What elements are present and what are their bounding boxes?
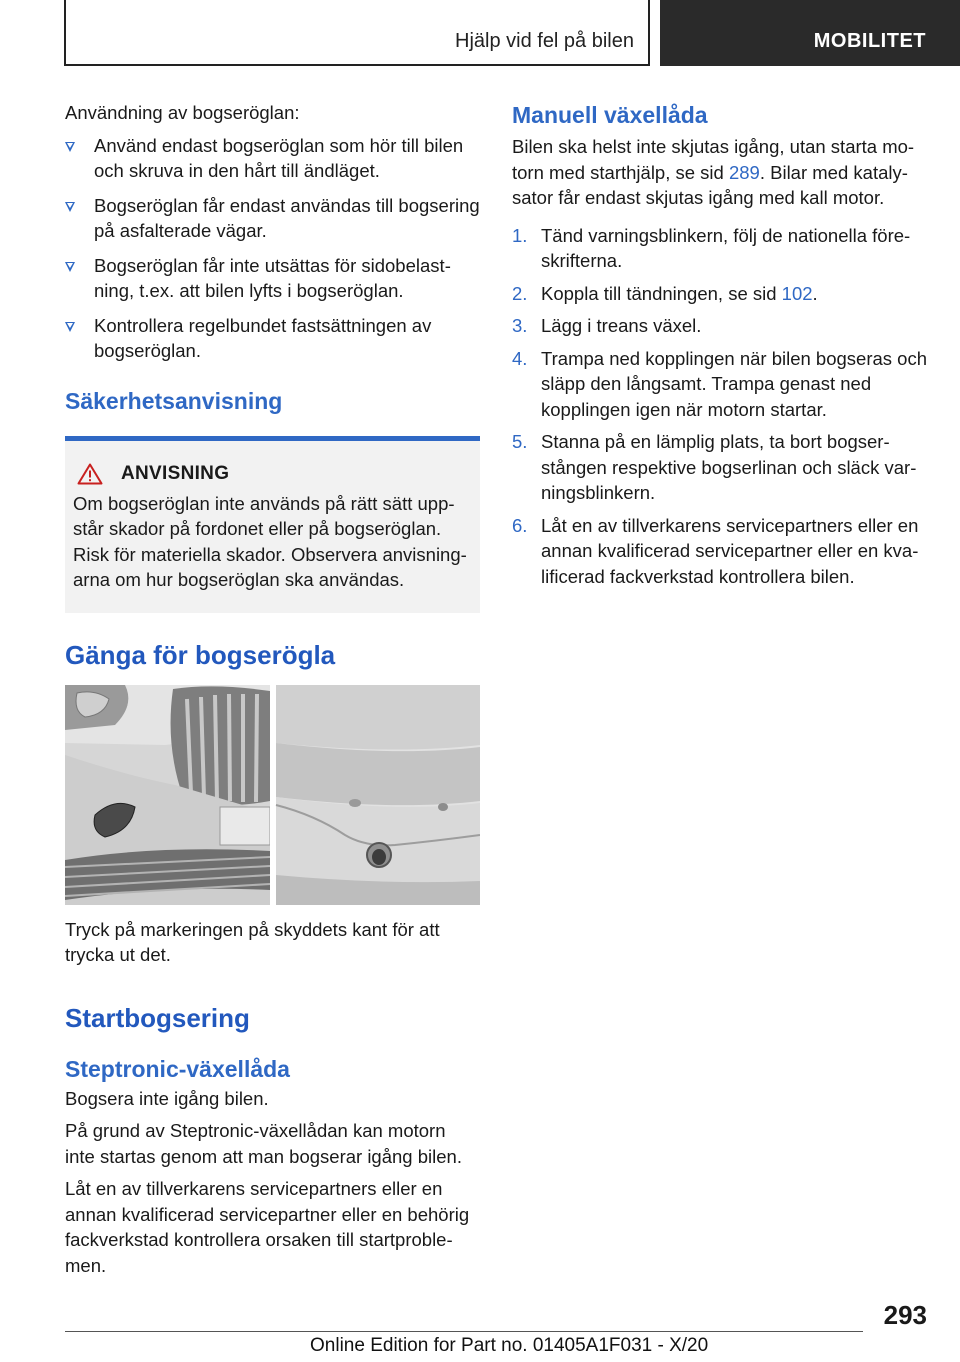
triangle-bullet-icon bbox=[65, 142, 75, 152]
steptronic-heading: Steptronic-växellåda bbox=[65, 1055, 290, 1082]
start-heading: Startbogsering bbox=[65, 1002, 250, 1033]
section-title: MOBILITET bbox=[813, 30, 926, 52]
chapter-tab bbox=[64, 0, 650, 66]
list-item: 5. Stanna på en lämplig plats, ta bort bogserstången respektive bogserlinan och släck varningsblinkern. bbox=[512, 431, 917, 503]
page-ref-link[interactable]: 102 bbox=[781, 282, 813, 304]
chapter-title: Hjälp vid fel på bilen bbox=[455, 30, 634, 52]
figure-caption: Tryck på markeringen på skyddets kant för att trycka ut det. bbox=[65, 918, 440, 965]
right-column bbox=[512, 100, 928, 596]
car-bumper-illustration bbox=[65, 685, 480, 905]
list-item: 1. Tänd varningsblinkern, följ de nationella föreskrifterna. bbox=[512, 224, 911, 271]
step-number: 2. bbox=[512, 282, 528, 304]
step-number: 4. bbox=[512, 347, 528, 369]
list-item: Kontrollera regelbundet fastsättningen av bogseröglan. bbox=[65, 313, 480, 364]
footer-divider bbox=[65, 1331, 863, 1332]
section-tab bbox=[660, 0, 960, 66]
warning-triangle-icon bbox=[77, 463, 103, 485]
warning-header bbox=[73, 463, 472, 485]
warning-title: ANVISNING bbox=[121, 462, 230, 484]
list-item: Använd endast bogseröglan som hör till bilen och skruva in den hårt till ändläget. bbox=[65, 133, 480, 184]
thread-heading: Gänga för bogserögla bbox=[65, 639, 336, 670]
warning-box bbox=[65, 436, 480, 613]
left-column bbox=[65, 100, 480, 1285]
list-item: 4. Trampa ned kopplingen när bilen bogseras och släpp den långsamt. Trampa genast ned kopplingen igen när motorn startar. bbox=[512, 347, 928, 420]
steptronic-paragraph: Bogsera inte igång bilen. bbox=[65, 1087, 269, 1109]
list-item: Bogseröglan får endast användas till bogsering på asfalterade vägar. bbox=[65, 193, 480, 244]
steps-list bbox=[512, 223, 928, 590]
usage-intro: Användning av bogseröglan: bbox=[65, 102, 300, 123]
edition-text: Online Edition for Part no. 01405A1F031 - X/20 bbox=[310, 1335, 709, 1356]
manual-intro: Bilen ska helst inte skjutas igång, utan starta motorn med starthjälp, se sid 289. Bilar med katalysator får endast skjutas igång med kall motor. bbox=[512, 136, 915, 208]
steptronic-paragraph: Låt en av tillverkarens servicepartners eller en annan kvalificerad servicepartner eller en behörig fackverkstad kontrollera orsaken till startproblemen. bbox=[65, 1178, 470, 1276]
page-number: 293 bbox=[883, 1300, 927, 1330]
list-item: 3. Lägg i treans växel. bbox=[512, 313, 928, 339]
list-item: 2. Koppla till tändningen, se sid 102. bbox=[512, 281, 928, 307]
warning-text: Om bogseröglan inte används på rätt sätt uppstår skador på fordonet eller på bogseröglan. Risk för materiella skador. Observera anvisningarna om hur bogseröglan ska användas. bbox=[73, 492, 467, 590]
triangle-bullet-icon bbox=[65, 262, 75, 272]
triangle-bullet-icon bbox=[65, 202, 75, 212]
step-number: 3. bbox=[512, 315, 528, 336]
safety-heading: Säkerhetsanvisning bbox=[65, 387, 283, 414]
triangle-bullet-icon bbox=[65, 322, 75, 332]
step-number: 1. bbox=[512, 224, 528, 246]
list-item: 6. Låt en av tillverkarens servicepartners eller en annan kvalificerad servicepartner eller en kvalificerad fackverkstad kontrollera bilen. bbox=[512, 514, 919, 587]
tow-eye-cover-illustration bbox=[65, 685, 480, 905]
list-item: Bogseröglan får inte utsättas för sidobelastning, t.ex. att bilen lyfts i bogseröglan. bbox=[65, 253, 480, 304]
manual-heading: Manuell växellåda bbox=[512, 102, 708, 128]
steptronic-paragraph: På grund av Steptronic-växellådan kan motorn inte startas genom att man bogserar igång bilen. bbox=[65, 1120, 462, 1167]
usage-bullet-list bbox=[65, 133, 480, 364]
page-ref-link[interactable]: 289 bbox=[728, 161, 760, 183]
step-number: 5. bbox=[512, 431, 528, 452]
step-number: 6. bbox=[512, 514, 528, 536]
page-header bbox=[0, 0, 960, 66]
